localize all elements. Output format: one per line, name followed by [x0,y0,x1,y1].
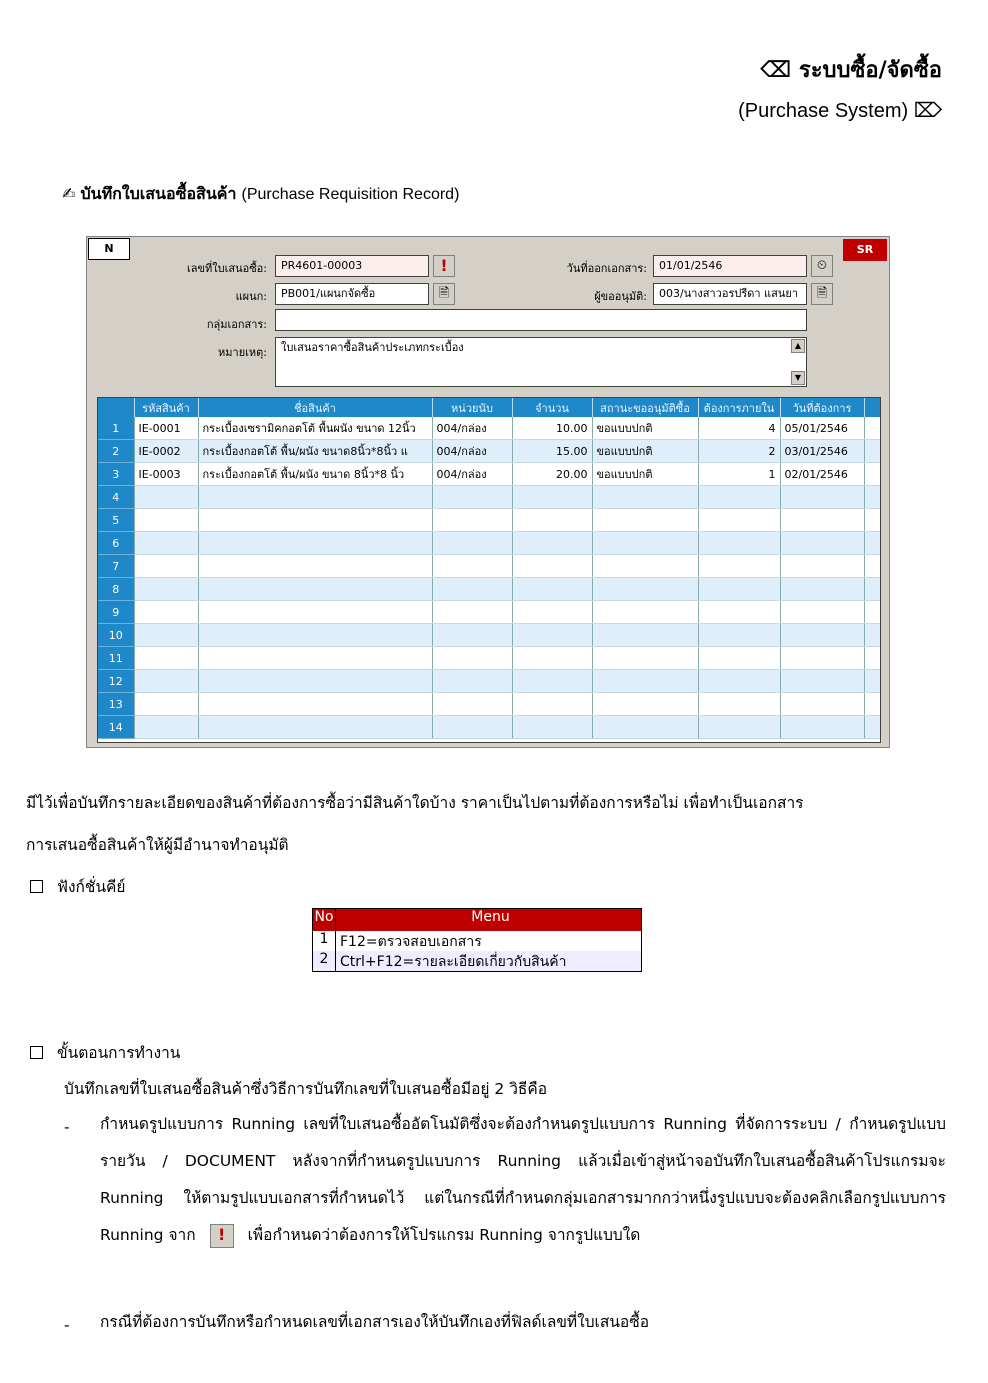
grid-cell-unit[interactable] [432,624,512,647]
grid-cell-code[interactable]: IE-0003 [134,463,198,486]
grid-cell-unit[interactable]: 004/กล่อง [432,417,512,440]
table-row[interactable] [98,693,881,716]
function-key-text: F12=ตรวจสอบเอกสาร [340,934,482,950]
grid-cell-status[interactable] [592,486,698,509]
function-keys-title: ฟังก์ชั่นคีย์ [57,878,126,896]
group-label: กลุ่มเอกสาร: [206,318,267,331]
table-row[interactable] [98,486,881,509]
scroll-down-icon[interactable]: ▼ [791,371,805,385]
table-row[interactable] [98,417,881,440]
grid-cell-name[interactable] [198,624,432,647]
grid-cell-code[interactable] [134,670,198,693]
grid-cell-name[interactable] [198,647,432,670]
grid-cell-status[interactable] [592,532,698,555]
grid-cell-name[interactable] [198,716,432,739]
grid-cell-qty[interactable] [512,601,592,624]
grid-cell-unit[interactable] [432,532,512,555]
purchase-requisition-window [86,236,890,748]
grid-spacer-cell [864,486,881,509]
grid-cell-status[interactable] [592,601,698,624]
function-key-table [312,908,642,972]
grid-spacer-cell [864,670,881,693]
grid-cell-name[interactable] [198,486,432,509]
row-number: 11 [98,647,134,670]
table-row[interactable] [98,463,881,486]
grid-cell-status[interactable]: ขอแบบปกติ [592,417,698,440]
grid-cell-code[interactable]: IE-0001 [134,417,198,440]
grid-cell-qty[interactable]: 15.00 [512,440,592,463]
doc-no-label: เลขที่ใบเสนอซื้อ: [186,262,267,275]
description-line2: การเสนอซื้อสินค้าให้ผู้มีอำนาจทำอนุมัติ [26,836,289,854]
grid-cell-within[interactable] [698,486,780,509]
grid-cell-within[interactable] [698,509,780,532]
grid-cell-qty[interactable] [512,486,592,509]
grid-cell-name[interactable]: กระเบื้องเซรามิคกอตโต้ พื้นผนัง ขนาด 12นิ้ว [198,417,432,440]
items-grid [97,397,881,743]
table-row[interactable] [98,601,881,624]
approver-lookup-icon[interactable]: 🗎 [811,283,833,305]
row-number: 2 [98,440,134,463]
grid-cell-code[interactable] [134,532,198,555]
grid-header-spacer [864,398,881,417]
grid-cell-status[interactable] [592,624,698,647]
grid-cell-status[interactable]: ขอแบบปกติ [592,463,698,486]
grid-cell-within[interactable] [698,532,780,555]
running-format-icon[interactable]: ! [433,255,455,277]
row-number: 14 [98,716,134,739]
scroll-up-icon[interactable]: ▲ [791,339,805,353]
grid-cell-unit[interactable] [432,647,512,670]
grid-cell-name[interactable] [198,601,432,624]
row-number: 10 [98,624,134,647]
function-key-header [313,909,641,931]
row-number: 3 [98,463,134,486]
header-no: No [313,909,336,931]
grid-header-cell[interactable]: หน่วยนับ [432,398,512,417]
table-row[interactable] [98,670,881,693]
function-keys-heading [30,874,126,899]
grid-header-cell[interactable]: ชื่อสินค้า [198,398,432,417]
grid-cell-unit[interactable] [432,555,512,578]
grid-cell-within[interactable] [698,693,780,716]
function-key-text: Ctrl+F12=รายละเอียดเกี่ยวกับสินค้า [340,954,567,970]
grid-cell-unit[interactable] [432,601,512,624]
grid-cell-unit[interactable] [432,716,512,739]
grid-cell-unit[interactable] [432,578,512,601]
grid-spacer-cell [864,693,881,716]
grid-cell-status[interactable] [592,670,698,693]
steps-heading [30,1040,180,1065]
function-key-no: 2 [313,951,336,971]
row-number: 7 [98,555,134,578]
row-number: 9 [98,601,134,624]
grid-spacer-cell [864,647,881,670]
table-row[interactable] [98,532,881,555]
grid-cell-qty[interactable] [512,578,592,601]
grid-cell-within[interactable] [698,578,780,601]
grid-cell-unit[interactable]: 004/กล่อง [432,463,512,486]
dept-field[interactable]: PB001/แผนกจัดซื้อ [275,283,429,305]
grid-cell-within[interactable] [698,670,780,693]
running-format-icon: ! [210,1224,234,1248]
section-title-th: บันทึกใบเสนอซื้อสินค้า [80,184,237,203]
page-header-subtitle: (Purchase System) ⌦ [738,100,942,122]
grid-cell-date[interactable]: 03/01/2546 [780,440,864,463]
grid-cell-name[interactable] [198,693,432,716]
grid-cell-unit[interactable] [432,486,512,509]
grid-cell-code[interactable] [134,509,198,532]
grid-cell-date[interactable] [780,532,864,555]
grid-cell-status[interactable] [592,716,698,739]
grid-cell-date[interactable]: 05/01/2546 [780,417,864,440]
grid-cell-status[interactable]: ขอแบบปกติ [592,440,698,463]
step-item-2: กรณีที่ต้องการบันทึกหรือกำหนดเลขที่เอกสารเองให้บันทึกเองที่ฟิลด์เลขที่ใบเสนอซื้อ [100,1313,650,1331]
table-row[interactable] [98,509,881,532]
grid-cell-unit[interactable] [432,670,512,693]
grid-cell-code[interactable] [134,624,198,647]
grid-cell-qty[interactable] [512,670,592,693]
row-number: 12 [98,670,134,693]
grid-cell-code[interactable] [134,486,198,509]
header-menu: Menu [471,909,510,925]
mode-indicator: N [88,238,130,260]
grid-cell-qty[interactable] [512,532,592,555]
grid-cell-date[interactable] [780,624,864,647]
grid-cell-status[interactable] [592,578,698,601]
grid-spacer-cell [864,532,881,555]
grid-header-cell[interactable]: รหัสสินค้า [134,398,198,417]
grid-cell-status[interactable] [592,509,698,532]
grid-spacer-cell [864,716,881,739]
grid-cell-qty[interactable] [512,509,592,532]
sr-badge: SR [843,239,887,261]
grid-cell-unit[interactable]: 004/กล่อง [432,440,512,463]
grid-cell-date[interactable] [780,486,864,509]
table-row[interactable] [98,578,881,601]
grid-cell-within[interactable]: 4 [698,417,780,440]
grid-cell-code[interactable]: IE-0002 [134,440,198,463]
grid-cell-date[interactable]: 02/01/2546 [780,463,864,486]
grid-spacer-cell [864,440,881,463]
grid-cell-qty[interactable] [512,693,592,716]
grid-cell-date[interactable] [780,670,864,693]
grid-header-cell[interactable]: ต้องการภายใน [698,398,780,417]
section-title [62,182,459,207]
grid-spacer-cell [864,601,881,624]
grid-spacer-cell [864,578,881,601]
grid-cell-qty[interactable] [512,716,592,739]
grid-cell-date[interactable] [780,509,864,532]
grid-cell-qty[interactable] [512,647,592,670]
grid-spacer-cell [864,417,881,440]
grid-cell-date[interactable] [780,647,864,670]
grid-cell-date[interactable] [780,578,864,601]
calendar-icon[interactable]: ⏲ [811,255,833,277]
grid-cell-date[interactable] [780,601,864,624]
grid-cell-name[interactable] [198,555,432,578]
grid-cell-qty[interactable]: 20.00 [512,463,592,486]
steps-title: ขั้นตอนการทำงาน [57,1044,181,1062]
grid-cell-code[interactable] [134,647,198,670]
grid-cell-unit[interactable] [432,509,512,532]
row-number: 8 [98,578,134,601]
doc-no-field[interactable]: PR4601-00003 [275,255,429,277]
remark-label: หมายเหตุ: [218,346,267,359]
grid-cell-code[interactable] [134,555,198,578]
grid-cell-code[interactable] [134,601,198,624]
row-number: 4 [98,486,134,509]
row-number: 5 [98,509,134,532]
grid-cell-code[interactable] [134,693,198,716]
dash-bullet: - [64,1316,70,1334]
grid-spacer-cell [864,463,881,486]
function-key-row[interactable] [313,951,641,971]
description-line1: มีไว้เพื่อบันทึกรายละเอียดของสินค้าที่ต้องการซื้อว่ามีสินค้าใดบ้าง ราคาเป็นไปตามที่ต้องการหรือไม่ เพื่อทำเป็นเอกสาร [26,794,804,812]
grid-cell-within[interactable] [698,716,780,739]
group-field[interactable] [275,309,807,331]
step-item-1 [100,1106,946,1254]
grid-cell-unit[interactable] [432,693,512,716]
grid-cell-status[interactable] [592,647,698,670]
grid-cell-within[interactable] [698,647,780,670]
grid-header-cell[interactable]: วันที่ต้องการ [780,398,864,417]
pen-icon: ✍ [62,184,76,203]
steps-intro: บันทึกเลขที่ใบเสนอซื้อสินค้าซึ่งวิธีการบันทึกเลขที่ใบเสนอซื้อมีอยู่ 2 วิธีคือ [64,1080,548,1098]
grid-cell-within[interactable] [698,601,780,624]
grid-spacer-cell [864,624,881,647]
date-label: วันที่ออกเอกสาร: [566,262,647,275]
approver-field[interactable]: 003/นางสาวอรปรีดา แสนยา [653,283,807,305]
grid-cell-code[interactable] [134,716,198,739]
step-item-1-text-b: เพื่อกำหนดว่าต้องการให้โปรแกรม Running จากรูปแบบใด [247,1226,641,1244]
grid-cell-code[interactable] [134,578,198,601]
function-key-row[interactable] [313,931,641,951]
grid-cell-name[interactable] [198,578,432,601]
grid-cell-date[interactable] [780,693,864,716]
grid-cell-qty[interactable] [512,624,592,647]
grid-header-cell[interactable] [98,398,134,417]
step-item-1-text-a: กำหนดรูปแบบการ Running เลขที่ใบเสนอซื้ออัตโนมัติซึ่งจะต้องกำหนดรูปแบบการ Running ที่จัดการระบบ / กำหนดรูปแบบรายวัน / DOCUMENT หลังจากที่กำหนดรูปแบบการ Running แล้วเมื่อเข้าสู่หน้าจอบันทึกใบเสนอซื้อสินค้าโปรแกรมจะ Running ให้ตามรูปแบบเอกสารที่กำหนดไว้ แต่ในกรณีที่กำหนดกลุ่มเอกสารมากกว่าหนึ่งรูปแบบจะต้องคลิกเลือกรูปแบบการ Running จาก [100,1115,946,1244]
grid-cell-name[interactable] [198,532,432,555]
table-row[interactable] [98,647,881,670]
grid-cell-within[interactable] [698,555,780,578]
section-title-en: (Purchase Requisition Record) [241,186,460,203]
grid-cell-name[interactable] [198,509,432,532]
row-number: 13 [98,693,134,716]
grid-cell-qty[interactable]: 10.00 [512,417,592,440]
grid-cell-date[interactable] [780,716,864,739]
row-number: 1 [98,417,134,440]
row-number: 6 [98,532,134,555]
grid-cell-within[interactable]: 1 [698,463,780,486]
date-field[interactable]: 01/01/2546 [653,255,807,277]
remark-field[interactable]: ใบเสนอราคาซื้อสินค้าประเภทกระเบื้อง [275,337,807,387]
grid-cell-name[interactable] [198,670,432,693]
grid-cell-within[interactable] [698,624,780,647]
table-row[interactable] [98,440,881,463]
grid-cell-name[interactable]: กระเบื้องกอตโต้ พื้น/ผนัง ขนาด8นิ้ว*8นิ้ว แ [198,440,432,463]
table-row[interactable] [98,716,881,739]
grid-header-cell[interactable]: สถานะขออนุมัติซื้อ [592,398,698,417]
table-row[interactable] [98,555,881,578]
grid-cell-status[interactable] [592,555,698,578]
grid-header-cell[interactable]: จำนวน [512,398,592,417]
checkbox-bullet-icon [30,880,43,893]
table-row[interactable] [98,624,881,647]
grid-spacer-cell [864,555,881,578]
grid-cell-qty[interactable] [512,555,592,578]
grid-cell-status[interactable] [592,693,698,716]
checkbox-bullet-icon [30,1046,43,1059]
dash-bullet: - [64,1118,70,1136]
grid-spacer-cell [864,509,881,532]
grid-cell-name[interactable]: กระเบื้องกอตโต้ พื้น/ผนัง ขนาด 8นิ้ว*8 นิ้ว [198,463,432,486]
grid-cell-within[interactable]: 2 [698,440,780,463]
grid-cell-date[interactable] [780,555,864,578]
dept-lookup-icon[interactable]: 🗎 [433,283,455,305]
page-header-title: ⌫ ระบบซื้อ/จัดซื้อ [760,58,942,83]
approver-label: ผู้ขออนุมัติ: [594,290,647,303]
function-key-no: 1 [313,931,336,951]
dept-label: แผนก: [235,290,267,303]
